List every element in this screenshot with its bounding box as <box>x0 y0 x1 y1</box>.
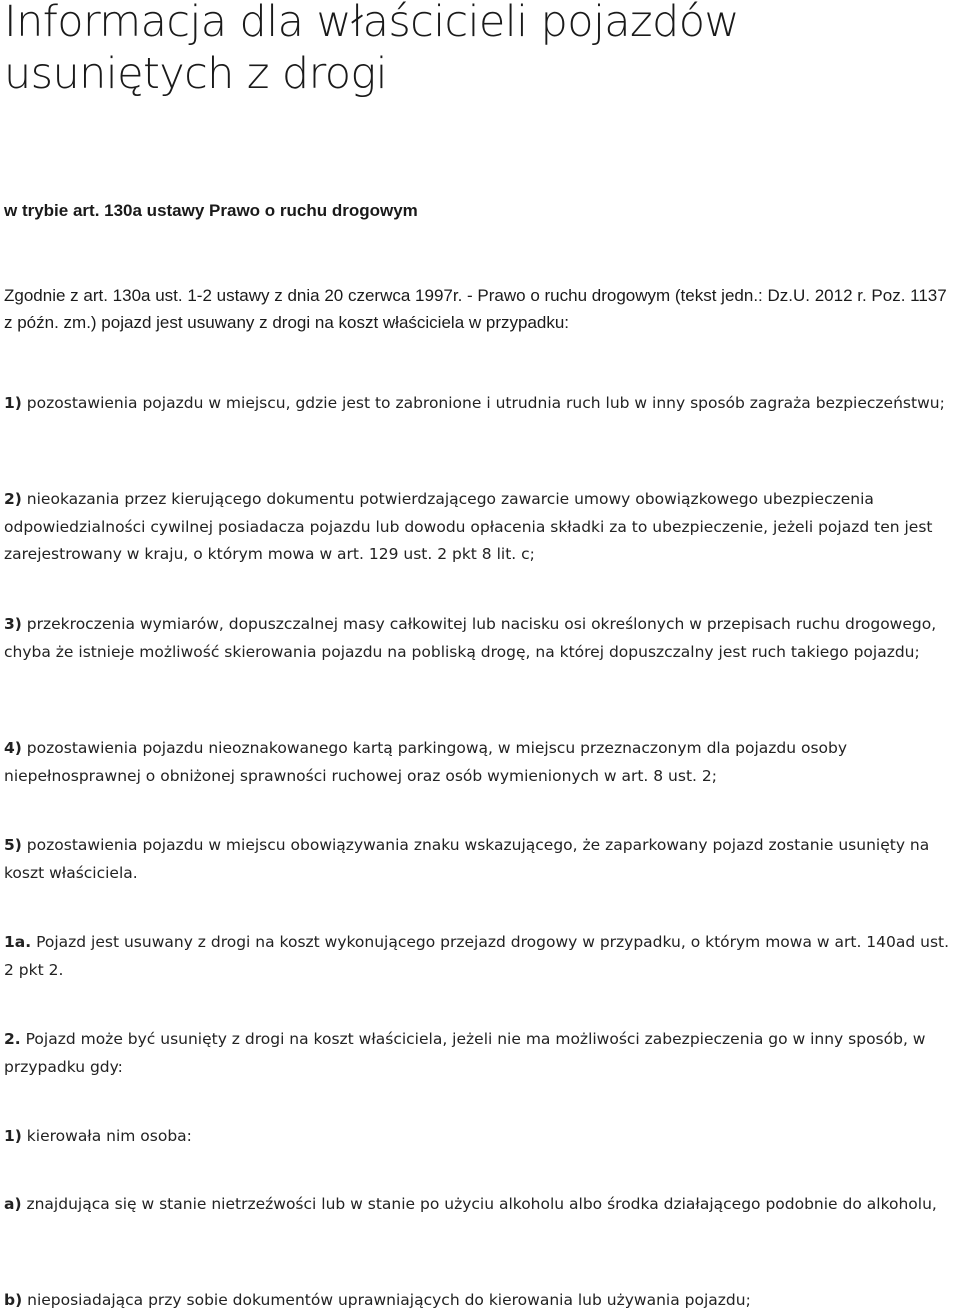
paragraph-number: 3) <box>4 615 22 633</box>
paragraph-section-2 <box>4 1026 956 1081</box>
paragraph-1a <box>4 929 956 984</box>
paragraph-number: 1) <box>4 394 22 412</box>
paragraph-2-1 <box>4 1123 956 1151</box>
paragraph-text: przekroczenia wymiarów, dopuszczalnej masy całkowitej lub nacisku osi określonych w przepisach ruchu drogowego, chyba że istnieje możliwość skierowania pojazdu na pobliską drogę, na której dopuszczalny jest ruch takiego pojazdu; <box>4 615 937 661</box>
paragraph-number: 2) <box>4 490 22 508</box>
intro-paragraph: Zgodnie z art. 130a ust. 1-2 ustawy z dnia 20 czerwca 1997r. - Prawo o ruchu drogowym (tekst jedn.: Dz.U. 2012 r. Poz. 1137 z późn. zm.) pojazd jest usuwany z drogi na koszt właściciela w przypadku: <box>4 286 947 332</box>
paragraph-number: a) <box>4 1195 22 1213</box>
paragraph-text: Pojazd jest usuwany z drogi na koszt wykonującego przejazd drogowy w przypadku, o którym mowa w art. 140ad ust. 2 pkt 2. <box>4 933 950 979</box>
paragraph-4 <box>4 735 956 790</box>
page-subtitle: w trybie art. 130a ustawy Prawo o ruchu drogowym <box>4 201 418 220</box>
paragraph-2-1-a <box>4 1191 956 1219</box>
paragraph-2 <box>4 486 956 569</box>
paragraph-number: 1) <box>4 1127 22 1145</box>
paragraph-1 <box>4 390 956 418</box>
paragraph-text: kierowała nim osoba: <box>21 1127 192 1145</box>
paragraph-text: pozostawienia pojazdu w miejscu, gdzie jest to zabronione i utrudnia ruch lub w inny sposób zagraża bezpieczeństwu; <box>21 394 945 412</box>
paragraph-number: b) <box>4 1291 23 1309</box>
paragraph-number: 4) <box>4 739 22 757</box>
paragraph-text: Pojazd może być usunięty z drogi na koszt właściciela, jeżeli nie ma możliwości zabezpieczenia go w inny sposób, w przypadku gdy: <box>4 1030 926 1076</box>
paragraph-3 <box>4 611 956 666</box>
paragraph-number: 2. <box>4 1030 21 1048</box>
paragraph-text: nieposiadająca przy sobie dokumentów uprawniających do kierowania lub używania pojazdu; <box>22 1291 751 1309</box>
paragraph-number: 1a. <box>4 933 32 951</box>
paragraph-number: 5) <box>4 836 22 854</box>
paragraph-2-1-b <box>4 1287 956 1315</box>
paragraph-text: znajdująca się w stanie nietrzeźwości lub w stanie po użyciu alkoholu albo środka działającego podobnie do alkoholu, <box>21 1195 937 1213</box>
paragraph-5 <box>4 832 956 887</box>
paragraph-text: nieokazania przez kierującego dokumentu potwierdzającego zawarcie umowy obowiązkowego ubezpieczenia odpowiedzialności cywilnej posiadacza pojazdu lub dowodu opłacenia składki za to ubezpieczenie, jeżeli pojazd ten jest zarejestrowany w kraju, o którym mowa w art. 129 ust. 2 pkt 8 lit. c; <box>4 490 933 563</box>
paragraph-text: pozostawienia pojazdu nieoznakowanego kartą parkingową, w miejscu przeznaczonym dla pojazdu osoby niepełnosprawnej o obniżonej sprawności ruchowej oraz osób wymienionych w art. 8 ust. 2; <box>4 739 848 785</box>
paragraph-text: pozostawienia pojazdu w miejscu obowiązywania znaku wskazującego, że zaparkowany pojazd zostanie usunięty na koszt właściciela. <box>4 836 930 882</box>
page-title: Informacja dla właścicieli pojazdów usuniętych z drogi <box>4 0 739 99</box>
